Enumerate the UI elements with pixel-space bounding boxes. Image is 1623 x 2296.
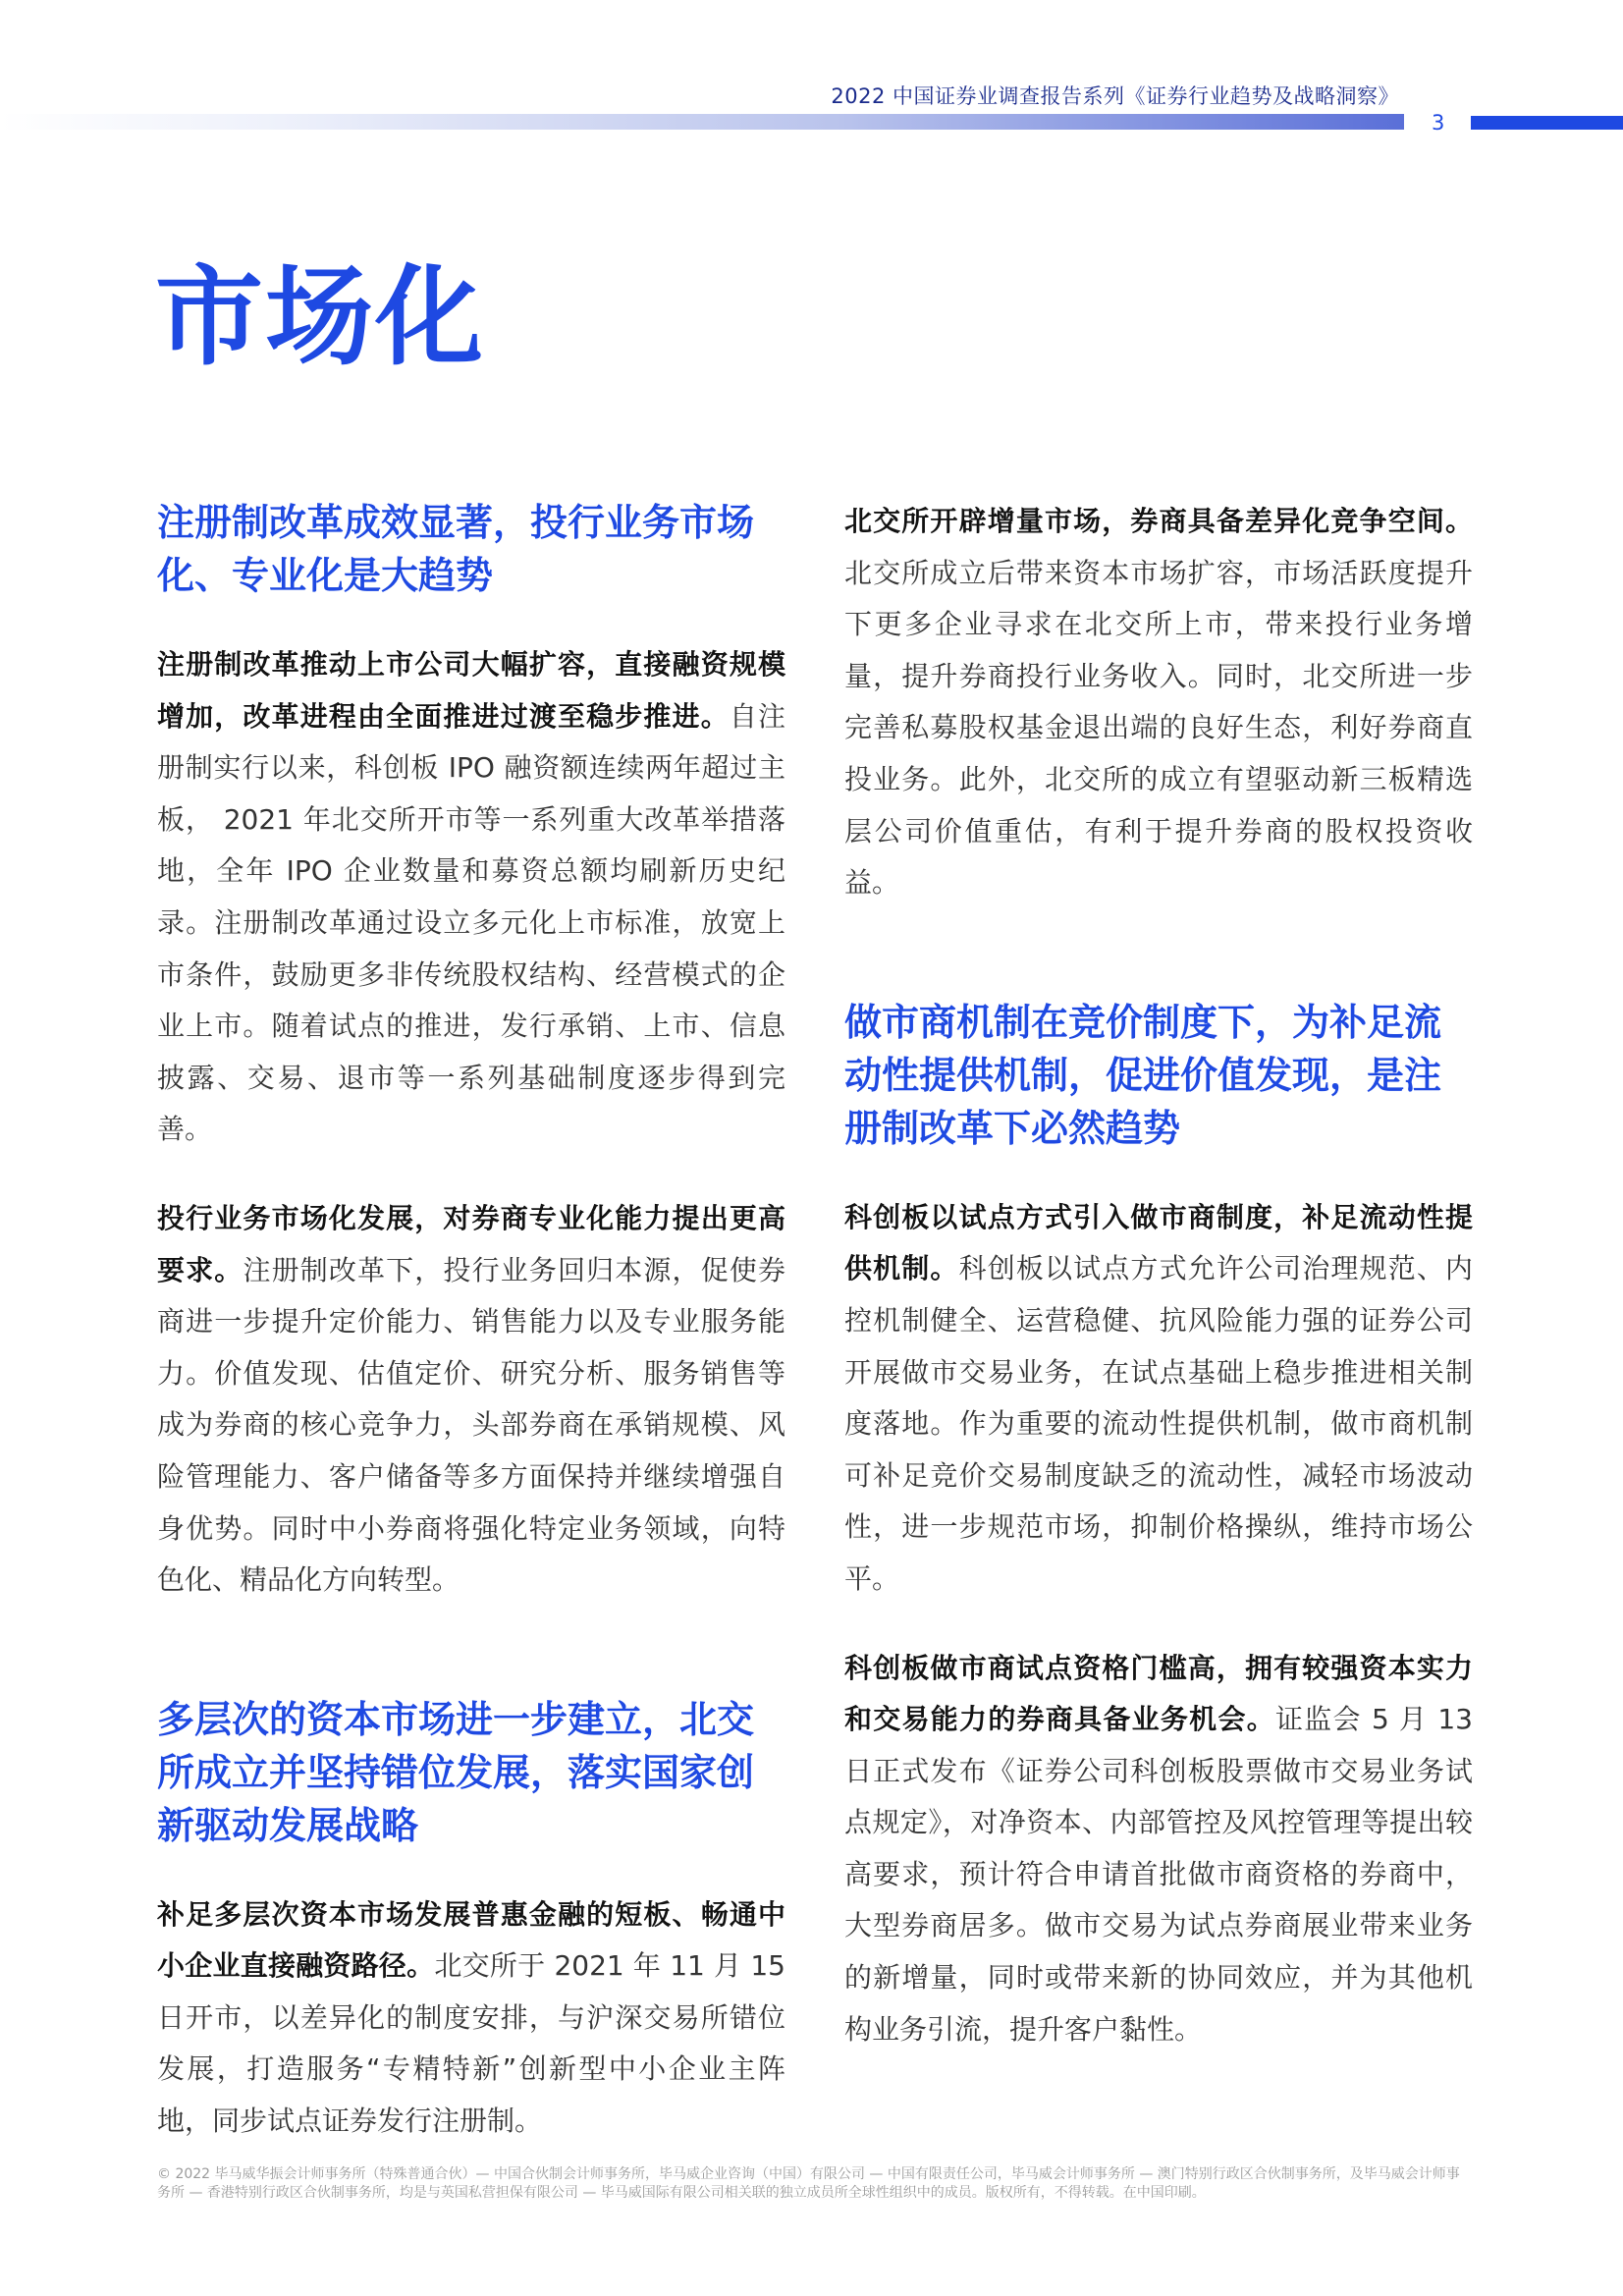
report-series-title: 2022 中国证券业调查报告系列《证券行业趋势及战略洞察》 [831,84,1399,108]
paragraph-body: 北交所成立后带来资本市场扩容，市场活跃度提升下更多企业寻求在北交所上市，带来投行业务增量，提升券商投行业务收入。同时，北交所进一步完善私募股权基金退出端的良好生态，利好券商直投业务。此外，北交所的成立有望驱动新三板精选层公司价值重估，有利于提升券商的股权投资收益。 [844,556,1473,900]
section-spacer [157,1644,785,1693]
right-column [844,496,1473,2093]
paragraph [157,639,785,1156]
paragraph [157,1889,785,2148]
left-column [157,496,785,2185]
page-number: 3 [1432,111,1445,135]
paragraph-body: 北交所于 2021 年 11 月 15 日开市，以差异化的制度安排，与沪深交易所错位发展，打造服务“专精特新”创新型中小企业主阵地，同步试点证券发行注册制。 [157,1949,785,2138]
paragraph-lead: 北交所开辟增量市场，券商具备差异化竞争空间。 [844,505,1473,537]
section-heading-market-maker: 做市商机制在竞价制度下，为补足流动性提供机制，促进价值发现，是注册制改革下必然趋势 [844,1000,1442,1150]
paragraph-lead: 科创板以试点方式引入做市商制度，补足流动性提供机制。 [844,1200,1473,1285]
paragraph-lead: 补足多层次资本市场发展普惠金融的短板、畅通中小企业直接融资路径。 [157,1897,785,1983]
paragraph-lead: 科创板做市商试点资格门槛高，拥有较强资本实力和交易能力的券商具备业务机会。 [844,1651,1473,1736]
paragraph-body: 自注册制实行以来，科创板 IPO 融资额连续两年超过主板， 2021 年北交所开市等一系列重大改革举措落地，全年 IPO 企业数量和募资总额均刷新历史纪录。注册制改革通过设立多元化上市标准，放宽上市条件，鼓励更多非传统股权结构、经营模式的企业上市。随着试点的推进，发行承销、上市、信息披露、交易、退市等一系列基础制度逐步得到完善。 [157,699,785,1146]
copyright-footer: © 2022 毕马威华振会计师事务所（特殊普通合伙）— 中国合伙制会计师事务所，毕马威企业咨询（中国）有限公司 — 中国有限责任公司，毕马威会计师事务所 — 澳门特别行政区合伙制事务所，及毕马威会计师事务所 — 香港特别行政区合伙制事务所，均是与英国私营担保有限公司 — 毕马威国际有限公司相关联的独立成员所全球性组织中的成员。版权所有，不得转载。在中国印刷。 [157,2166,1460,2201]
section-spacer [844,947,1473,996]
paragraph [844,496,1473,909]
paragraph [844,1643,1473,2056]
header-gradient-bar [0,114,1404,130]
paragraph-body: 证监会 5 月 13 日正式发布《证券公司科创板股票做市交易业务试点规定》，对净资本、内部管控及风控管理等提出较高要求，预计符合申请首批做市商资格的券商中，大型券商居多。做市交易为试点券商展业带来业务的新增量，同时或带来新的协同效应，并为其他机构业务引流，提升客户黏性。 [844,1703,1473,2046]
paragraph [844,1192,1473,1606]
paragraph-body: 注册制改革下，投行业务回归本源，促使券商进一步提升定价能力、销售能力以及专业服务能力。价值发现、估值定价、研究分析、服务销售等成为券商的核心竞争力，头部券商在承销规模、风险管理能力、客户储备等多方面保持并继续增强自身优势。同时中小券商将强化特定业务领域，向特色化、精品化方向转型。 [157,1253,785,1597]
paragraph [157,1193,785,1607]
paragraph-body: 科创板以试点方式允许公司治理规范、内控机制健全、运营稳健、抗风险能力强的证券公司开展做市交易业务，在试点基础上稳步推进相关制度落地。作为重要的流动性提供机制，做市商机制可补足竞价交易制度缺乏的流动性，减轻市场波动性，进一步规范市场，抑制价格操纵，维持市场公平。 [844,1252,1473,1595]
paragraph-lead: 投行业务市场化发展，对券商专业化能力提出更高要求。 [157,1201,785,1286]
section-heading-multi-level-market: 多层次的资本市场进一步建立，北交所成立并坚持错位发展，落实国家创新驱动发展战略 [157,1697,755,1847]
header-accent-bar [1471,116,1623,130]
paragraph-lead: 注册制改革推动上市公司大幅扩容，直接融资规模增加，改革进程由全面推进过渡至稳步推进。 [157,648,785,733]
section-heading-registration-reform: 注册制改革成效显著，投行业务市场化、专业化是大趋势 [157,501,755,597]
page-title: 市场化 [155,254,485,380]
